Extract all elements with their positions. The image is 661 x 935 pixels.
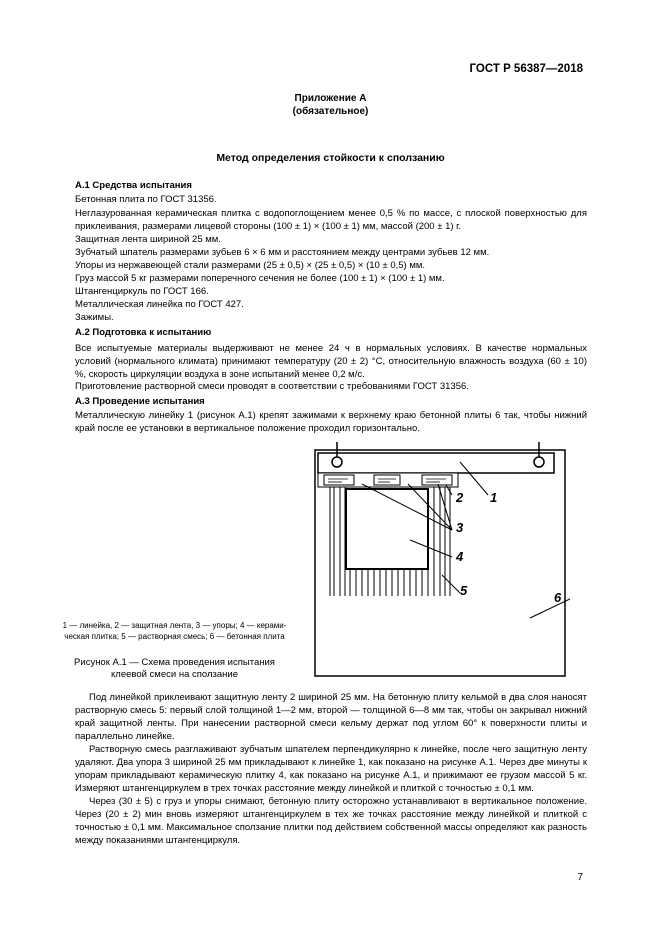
a3-paragraph: Растворную смесь разглаживают зубчатым шпателем перпендикулярно к линейке, после чего защитную ленту удаляют. Два упора 3 шириной 25 мм прикладывают к линейке 1, как показано на рисунке А.1. Через две минуты к упорам прикладывают керамическую плитку 4, как показано на рисунке А.1, и прижимают ее грузом массой 5 кг. Измеряют штангенциркулем в трех точках расстояние между линейкой и плиткой с точностью ± 0,1 мм. (75, 744, 587, 794)
appendix-title: Приложение А (294, 93, 367, 104)
figure-caption-line2: клеевой смеси на сползание (111, 669, 238, 680)
label-6: 6 (554, 590, 562, 605)
stop-right (422, 475, 452, 485)
a1-line: Штангенциркуль по ГОСТ 166. (75, 286, 209, 297)
a1-line: Груз массой 5 кг размерами поперечного сечения не более (100 ± 1) × (100 ± 1) мм. (75, 273, 445, 284)
a3-paragraph: Под линейкой приклеивают защитную ленту 2 шириной 25 мм. На бетонную плиту кельмой в два слоя наносят растворную смесь 5: первый слой толщиной 1—2 мм, второй — толщиной 6—8 мм так, чтобы он закрывал нижний край защитной ленты. При нанесении растворной смеси кельму держат под углом 60° к поверхности плиты и параллельно линейке. (75, 692, 587, 742)
label-4: 4 (456, 549, 464, 564)
figure-legend-line1: 1 — линейка, 2 — защитная лента, 3 — упоры; 4 — керами- (62, 621, 287, 630)
stop-left (324, 475, 354, 485)
section-a3-heading: А.3 Проведение испытания (75, 396, 205, 407)
appendix-type: (обязательное) (292, 106, 369, 117)
page-number: 7 (577, 872, 583, 883)
a1-line: Упоры из нержавеющей стали размерами (25 ± 0,5) × (25 ± 0,5) × (10 ± 0,5) мм. (75, 260, 426, 271)
stop-middle (374, 475, 400, 485)
a2-paragraph: Приготовление растворной смеси проводят в соответствии с требованиями ГОСТ 31356. (75, 381, 469, 392)
a1-line: Защитная лента шириной 25 мм. (75, 234, 221, 245)
ruler (318, 453, 554, 473)
document-code: ГОСТ Р 56387—2018 (469, 63, 583, 75)
label-1: 1 (490, 490, 498, 505)
method-title: Метод определения стойкости к сползанию (216, 152, 445, 164)
label-3: 3 (456, 520, 464, 535)
section-a1-heading: А.1 Средства испытания (75, 180, 192, 191)
a1-line: Неглазурованная керамическая плитка с водопоглощением менее 0,5 % по массе, с плоской поверхностью для приклеивания, размерами лицевой стороны (100 ± 1) × (100 ± 1) мм, массой (200 ± 1) г. (75, 208, 587, 232)
a2-paragraph: Все испытуемые материалы выдерживают не менее 24 ч в нормальных условиях. В качестве нормальных условий (нормального климата) принимают температуру (20 ± 2) °С, относительную влажность воздуха (60 ± 10) %, скорость циркуляции воздуха в зоне испытаний менее 0,2 м/с. (75, 343, 587, 380)
ceramic-tile (346, 489, 428, 569)
figure-legend-line2: ческая плитка; 5 — растворная смесь; 6 — бетонная плита (64, 632, 285, 641)
a1-line: Зубчатый шпатель размерами зубьев 6 × 6 мм и расстоянием между центрами зубьев 12 мм. (75, 247, 490, 258)
a3-paragraph: Через (30 ± 5) с груз и упоры снимают, бетонную плиту осторожно устанавливают в вертикальное положение. Через (20 ± 2) мин вновь измеряют штангенциркулем в тех же точках расстояние между линейкой и плиткой с точностью ± 0,1 мм. Максимальное сползание плитки под действием собственной массы определяют как разность между показаниями штангенциркуля. (75, 796, 587, 846)
label-5: 5 (460, 583, 468, 598)
a1-line: Металлическая линейка по ГОСТ 427. (75, 299, 244, 310)
a1-line: Зажимы. (75, 312, 114, 323)
a1-line: Бетонная плита по ГОСТ 31356. (75, 194, 217, 205)
a3-paragraph: Металлическую линейку 1 (рисунок А.1) крепят зажимами к верхнему краю бетонной плиты 6 так, чтобы нижний край после ее установки в вертикальное положение проходил горизонтально. (75, 410, 587, 434)
figure-diagram (310, 440, 570, 680)
figure-caption-line1: Рисунок А.1 — Схема проведения испытания (74, 657, 275, 668)
section-a2-heading: А.2 Подготовка к испытанию (75, 327, 212, 338)
label-2: 2 (456, 490, 464, 505)
